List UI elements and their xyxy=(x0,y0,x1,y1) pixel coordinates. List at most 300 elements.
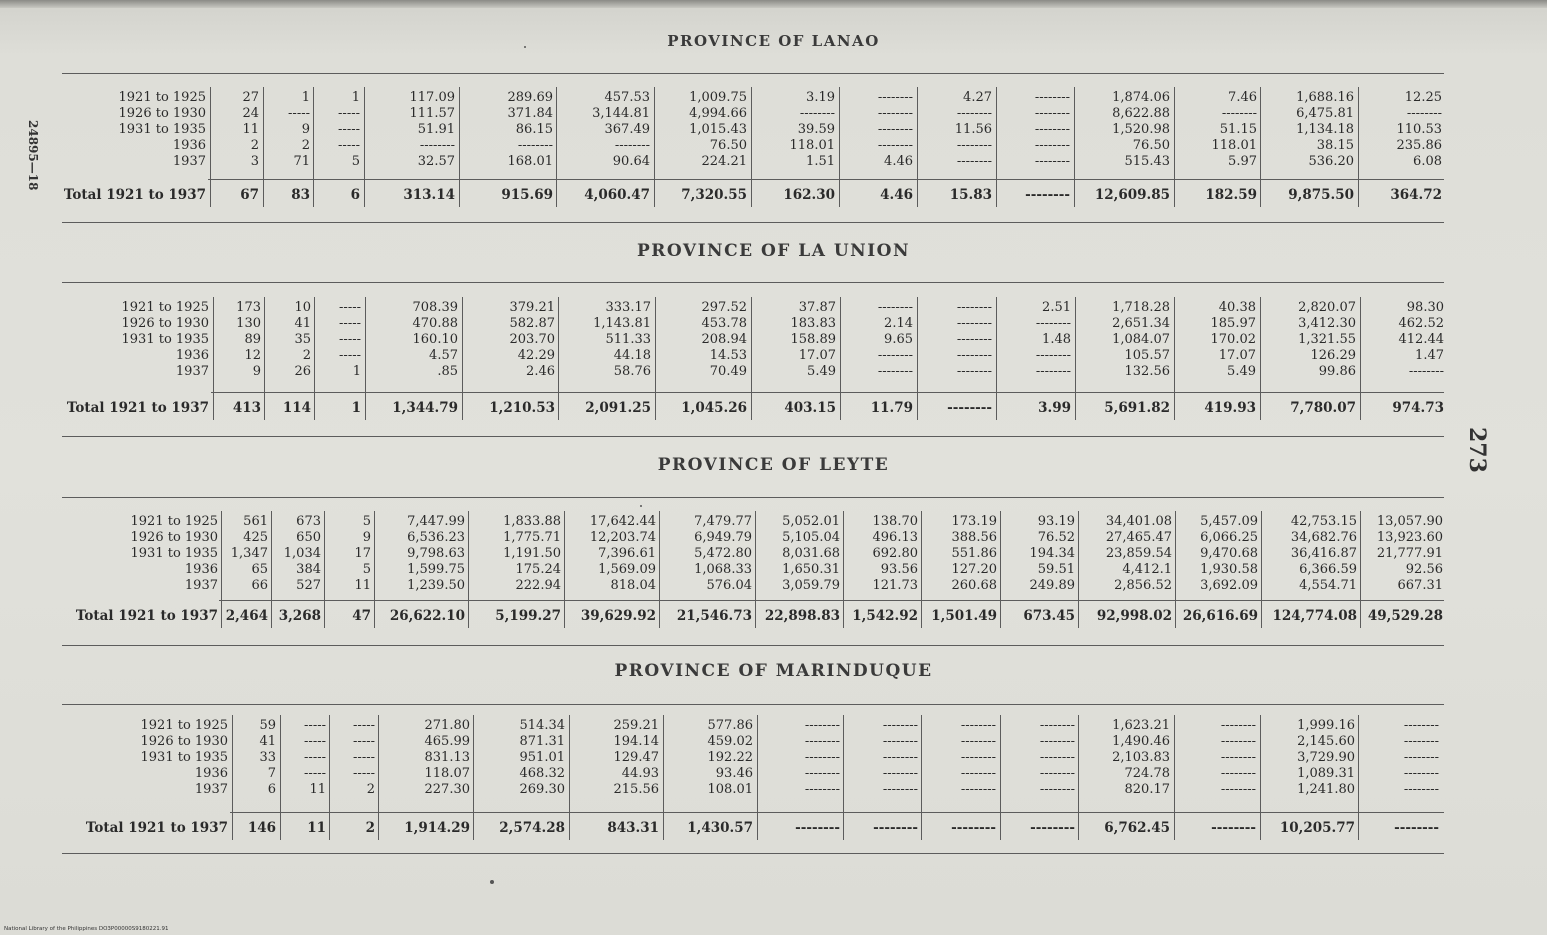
table-cell: 333.17 xyxy=(605,300,651,315)
table-cell: 27,465.47 xyxy=(1105,530,1172,545)
table-cell: -------- xyxy=(1025,187,1070,203)
table-cell: 2,464 xyxy=(225,608,268,624)
table-cell: 457.53 xyxy=(604,90,650,105)
table-cell: 1,914.29 xyxy=(404,820,470,836)
province-title: PROVINCE OF LA UNION xyxy=(636,241,911,261)
table-cell: 118.01 xyxy=(789,138,835,153)
table-cell: 1,542.92 xyxy=(852,608,918,624)
table-cell: 1,015.43 xyxy=(689,122,747,137)
table-cell: 1,089.31 xyxy=(1297,766,1355,781)
province-title: PROVINCE OF LANAO xyxy=(667,32,880,50)
table-cell: 6.08 xyxy=(1413,154,1442,169)
table-cell: 8,622.88 xyxy=(1112,106,1170,121)
table-cell: 951.01 xyxy=(519,750,565,765)
table-cell: 1 xyxy=(351,90,360,105)
table-cell: 2,145.60 xyxy=(1297,734,1355,749)
table-row xyxy=(0,734,1547,750)
table-cell: -------- xyxy=(877,364,913,379)
table-cell: 7.46 xyxy=(1228,90,1257,105)
table-cell: 6,762.45 xyxy=(1104,820,1170,836)
table-cell: 673.45 xyxy=(1023,608,1075,624)
table-cell: 496.13 xyxy=(872,530,918,545)
row-label: 1926 to 1930 xyxy=(130,530,218,545)
table-cell: 4.46 xyxy=(880,187,913,203)
table-cell: 6,066.25 xyxy=(1200,530,1258,545)
table-cell: -------- xyxy=(956,348,992,363)
table-cell: 158.89 xyxy=(790,332,836,347)
table-cell: 21,546.73 xyxy=(676,608,752,624)
table-cell: 222.94 xyxy=(515,578,561,593)
table-row xyxy=(0,332,1547,348)
table-cell: 1,650.31 xyxy=(782,562,840,577)
table-cell: 35 xyxy=(294,332,311,347)
table-cell: 9,798.63 xyxy=(407,546,465,561)
table-cell: 2 xyxy=(302,348,311,363)
table-cell: 384 xyxy=(296,562,321,577)
table-cell: 5,105.04 xyxy=(782,530,840,545)
table-cell: 3,144.81 xyxy=(592,106,650,121)
row-label: 1921 to 1925 xyxy=(118,90,206,105)
table-cell: 1,143.81 xyxy=(593,316,651,331)
table-cell: -------- xyxy=(960,766,996,781)
table-cell: 1,718.28 xyxy=(1112,300,1170,315)
table-cell: 59.51 xyxy=(1037,562,1075,577)
table-cell: 117.09 xyxy=(409,90,455,105)
table-top-rule xyxy=(62,282,1444,283)
table-cell: 160.10 xyxy=(412,332,458,347)
table-cell: ----- xyxy=(304,734,326,749)
table-cell: 118.07 xyxy=(424,766,470,781)
table-cell: -------- xyxy=(1211,820,1256,836)
table-cell: 36,416.87 xyxy=(1290,546,1357,561)
table-cell: 1,874.06 xyxy=(1112,90,1170,105)
row-label: 1926 to 1930 xyxy=(118,106,206,121)
table-cell: 44.93 xyxy=(621,766,659,781)
total-row xyxy=(0,400,1547,416)
row-label: 1926 to 1930 xyxy=(121,316,209,331)
table-cell: -------- xyxy=(1221,106,1257,121)
table-cell: 183.83 xyxy=(790,316,836,331)
scan-speck xyxy=(640,505,642,507)
table-cell: -------- xyxy=(1403,750,1439,765)
table-cell: -------- xyxy=(882,734,918,749)
table-cell: -------- xyxy=(960,782,996,797)
table-cell: 9.65 xyxy=(884,332,913,347)
table-cell: ----- xyxy=(339,332,361,347)
table-cell: 9 xyxy=(252,364,261,379)
table-cell: 86.15 xyxy=(515,122,553,137)
table-cell: 1,191.50 xyxy=(503,546,561,561)
table-cell: 130 xyxy=(236,316,261,331)
table-cell: -------- xyxy=(956,106,992,121)
table-cell: 4.57 xyxy=(429,348,458,363)
table-bottom-rule xyxy=(62,436,1444,437)
table-cell: 121.73 xyxy=(872,578,918,593)
table-cell: 1,045.26 xyxy=(681,400,747,416)
table-cell: 7,320.55 xyxy=(681,187,747,203)
table-cell: ----- xyxy=(338,106,360,121)
table-cell: 124,774.08 xyxy=(1272,608,1357,624)
table-cell: ----- xyxy=(304,750,326,765)
table-cell: 403.15 xyxy=(784,400,836,416)
table-cell: -------- xyxy=(1406,106,1442,121)
table-cell: -------- xyxy=(956,316,992,331)
table-cell: -------- xyxy=(1220,782,1256,797)
table-cell: 667.31 xyxy=(1397,578,1443,593)
table-cell: 185.97 xyxy=(1210,316,1256,331)
table-cell: 173.19 xyxy=(951,514,997,529)
table-cell: 34,682.76 xyxy=(1290,530,1357,545)
table-cell: 1,068.33 xyxy=(694,562,752,577)
table-cell: 1.47 xyxy=(1415,348,1444,363)
table-cell: -------- xyxy=(956,154,992,169)
table-cell: ----- xyxy=(339,300,361,315)
table-cell: 425 xyxy=(243,530,268,545)
table-cell: 10 xyxy=(294,300,311,315)
scan-speck xyxy=(524,46,526,48)
table-top-rule xyxy=(62,73,1444,74)
table-cell: 2.14 xyxy=(884,316,913,331)
row-label: 1926 to 1930 xyxy=(140,734,228,749)
margin-code: 24895—18 xyxy=(26,119,40,191)
table-cell: 1,599.75 xyxy=(407,562,465,577)
table-cell: 2 xyxy=(301,138,310,153)
province-title: PROVINCE OF LEYTE xyxy=(657,455,890,475)
table-cell: 7 xyxy=(267,766,276,781)
table-cell: 9,875.50 xyxy=(1288,187,1354,203)
table-cell: -------- xyxy=(960,750,996,765)
table-cell: 1,134.18 xyxy=(1296,122,1354,137)
table-cell: 58.76 xyxy=(613,364,651,379)
table-row xyxy=(0,530,1547,546)
table-cell: -------- xyxy=(1034,90,1070,105)
table-cell: 27 xyxy=(242,90,259,105)
table-cell: 227.30 xyxy=(424,782,470,797)
table-cell: 51.91 xyxy=(417,122,455,137)
table-cell: 4,412.1 xyxy=(1122,562,1172,577)
table-cell: 11.56 xyxy=(954,122,992,137)
table-row xyxy=(0,546,1547,562)
table-cell: 468.32 xyxy=(519,766,565,781)
table-cell: 203.70 xyxy=(509,332,555,347)
table-cell: 5,691.82 xyxy=(1104,400,1170,416)
table-cell: 39.59 xyxy=(797,122,835,137)
table-cell: 129.47 xyxy=(613,750,659,765)
table-cell: 76.50 xyxy=(709,138,747,153)
table-cell: 235.86 xyxy=(1396,138,1442,153)
table-cell: 379.21 xyxy=(509,300,555,315)
table-row xyxy=(0,514,1547,530)
table-cell: 37.87 xyxy=(798,300,836,315)
table-cell: 51.15 xyxy=(1219,122,1257,137)
table-row xyxy=(0,766,1547,782)
table-cell: 271.80 xyxy=(424,718,470,733)
table-cell: 527 xyxy=(296,578,321,593)
table-cell: -------- xyxy=(1039,734,1075,749)
table-cell: 1,084.07 xyxy=(1112,332,1170,347)
table-cell: 173 xyxy=(236,300,261,315)
table-cell: 26,616.69 xyxy=(1182,608,1258,624)
row-label: Total 1921 to 1937 xyxy=(66,400,209,416)
table-cell: 313.14 xyxy=(403,187,455,203)
table-cell: 12,203.74 xyxy=(589,530,656,545)
table-cell: 1 xyxy=(352,364,361,379)
table-cell: 194.34 xyxy=(1029,546,1075,561)
table-cell: 1,623.21 xyxy=(1112,718,1170,733)
table-cell: 3,729.90 xyxy=(1297,750,1355,765)
table-cell: 98.30 xyxy=(1406,300,1444,315)
table-cell: 4,554.71 xyxy=(1299,578,1357,593)
table-cell: 1,009.75 xyxy=(689,90,747,105)
table-cell: 70.49 xyxy=(709,364,747,379)
table-cell: 7,479.77 xyxy=(694,514,752,529)
table-cell: 2 xyxy=(250,138,259,153)
footer-note: National Library of the Philippines DO3P00000S9180221.91 xyxy=(4,926,169,932)
table-cell: 4,060.47 xyxy=(584,187,650,203)
table-cell: 1,347 xyxy=(230,546,268,561)
table-cell: 514.34 xyxy=(519,718,565,733)
table-cell: 2 xyxy=(366,782,375,797)
table-cell: 551.86 xyxy=(951,546,997,561)
table-cell: -------- xyxy=(799,106,835,121)
table-cell: 1,239.50 xyxy=(407,578,465,593)
table-top-rule xyxy=(62,704,1444,705)
table-cell: .85 xyxy=(437,364,458,379)
table-cell: 11 xyxy=(242,122,259,137)
table-cell: 17.07 xyxy=(798,348,836,363)
table-cell: 66 xyxy=(251,578,268,593)
table-cell: 41 xyxy=(294,316,311,331)
table-cell: 577.86 xyxy=(707,718,753,733)
table-cell: 673 xyxy=(296,514,321,529)
scan-edge-shadow xyxy=(0,0,1547,8)
table-cell: 1 xyxy=(301,90,310,105)
table-cell: 915.69 xyxy=(501,187,553,203)
table-cell: ----- xyxy=(304,766,326,781)
table-row xyxy=(0,750,1547,766)
table-cell: 76.50 xyxy=(1132,138,1170,153)
table-cell: -------- xyxy=(1403,734,1439,749)
table-cell: 15.83 xyxy=(949,187,992,203)
table-row xyxy=(0,562,1547,578)
table-cell: -------- xyxy=(1034,138,1070,153)
table-cell: 5,199.27 xyxy=(495,608,561,624)
table-cell: 2.46 xyxy=(526,364,555,379)
row-label: Total 1921 to 1937 xyxy=(63,187,206,203)
table-cell: 118.01 xyxy=(1211,138,1257,153)
table-cell: 1,775.71 xyxy=(503,530,561,545)
table-cell: -------- xyxy=(956,300,992,315)
row-label: 1931 to 1935 xyxy=(130,546,218,561)
table-cell: 33 xyxy=(259,750,276,765)
table-cell: 12 xyxy=(244,348,261,363)
table-cell: 820.17 xyxy=(1124,782,1170,797)
table-cell: 5.97 xyxy=(1228,154,1257,169)
table-cell: 5.49 xyxy=(1227,364,1256,379)
table-cell: 9 xyxy=(362,530,371,545)
table-cell: ----- xyxy=(353,734,375,749)
table-cell: 11 xyxy=(354,578,371,593)
table-cell: 371.84 xyxy=(507,106,553,121)
table-cell: 114 xyxy=(282,400,311,416)
table-cell: 2,651.34 xyxy=(1112,316,1170,331)
table-cell: 182.59 xyxy=(1205,187,1257,203)
table-cell: -------- xyxy=(804,782,840,797)
table-cell: 582.87 xyxy=(509,316,555,331)
table-cell: 2,574.28 xyxy=(499,820,565,836)
table-cell: ----- xyxy=(304,718,326,733)
table-cell: -------- xyxy=(804,766,840,781)
table-cell: 93.19 xyxy=(1037,514,1075,529)
table-cell: 111.57 xyxy=(409,106,455,121)
table-cell: 3.99 xyxy=(1038,400,1071,416)
table-cell: 17.07 xyxy=(1218,348,1256,363)
table-cell: -------- xyxy=(1034,122,1070,137)
table-cell: -------- xyxy=(882,750,918,765)
table-cell: 1,210.53 xyxy=(489,400,555,416)
table-cell: -------- xyxy=(614,138,650,153)
table-cell: 17 xyxy=(354,546,371,561)
table-cell: -------- xyxy=(947,400,992,416)
table-top-rule xyxy=(62,497,1444,498)
table-cell: 388.56 xyxy=(951,530,997,545)
table-cell: -------- xyxy=(1220,734,1256,749)
table-cell: 24 xyxy=(242,106,259,121)
scan-speck xyxy=(490,880,494,884)
table-cell: 105.57 xyxy=(1124,348,1170,363)
table-cell: 26 xyxy=(294,364,311,379)
table-row xyxy=(0,316,1547,332)
table-cell: 1,999.16 xyxy=(1297,718,1355,733)
table-cell: -------- xyxy=(1403,782,1439,797)
table-cell: 10,205.77 xyxy=(1279,820,1355,836)
table-cell: 168.01 xyxy=(507,154,553,169)
table-cell: 194.14 xyxy=(613,734,659,749)
table-cell: 2,856.52 xyxy=(1114,578,1172,593)
row-label: 1921 to 1925 xyxy=(140,718,228,733)
row-label: 1937 xyxy=(172,154,206,169)
table-cell: 974.73 xyxy=(1392,400,1444,416)
table-cell: 1,520.98 xyxy=(1112,122,1170,137)
table-cell: -------- xyxy=(1035,364,1071,379)
table-cell: 818.04 xyxy=(610,578,656,593)
table-cell: 260.68 xyxy=(951,578,997,593)
table-cell: 515.43 xyxy=(1124,154,1170,169)
table-cell: 1,034 xyxy=(283,546,321,561)
table-row xyxy=(0,718,1547,734)
table-cell: 6,949.79 xyxy=(694,530,752,545)
table-cell: 1,321.55 xyxy=(1298,332,1356,347)
table-cell: 1,833.88 xyxy=(503,514,561,529)
table-cell: -------- xyxy=(882,782,918,797)
table-cell: -------- xyxy=(804,718,840,733)
table-cell: 146 xyxy=(247,820,276,836)
table-cell: 1,930.58 xyxy=(1200,562,1258,577)
table-cell: 65 xyxy=(251,562,268,577)
table-cell: -------- xyxy=(1034,154,1070,169)
table-cell: -------- xyxy=(1030,820,1075,836)
total-separator-rule xyxy=(230,812,1444,813)
table-cell: 2,103.83 xyxy=(1112,750,1170,765)
table-cell: 38.15 xyxy=(1316,138,1354,153)
table-cell: ----- xyxy=(353,750,375,765)
table-cell: -------- xyxy=(1220,766,1256,781)
table-cell: 47 xyxy=(352,608,371,624)
table-cell: 11 xyxy=(309,782,326,797)
table-row xyxy=(0,364,1547,380)
table-cell: 3.19 xyxy=(806,90,835,105)
table-cell: -------- xyxy=(419,138,455,153)
table-cell: 59 xyxy=(259,718,276,733)
table-cell: -------- xyxy=(1039,750,1075,765)
table-cell: 724.78 xyxy=(1124,766,1170,781)
table-cell: -------- xyxy=(882,766,918,781)
table-cell: -------- xyxy=(877,138,913,153)
table-cell: -------- xyxy=(1220,750,1256,765)
table-cell: 41 xyxy=(259,734,276,749)
table-cell: 561 xyxy=(243,514,268,529)
total-row xyxy=(0,608,1547,624)
table-cell: 42.29 xyxy=(517,348,555,363)
table-cell: 5 xyxy=(362,514,371,529)
table-cell: 170.02 xyxy=(1210,332,1256,347)
table-cell: 1.48 xyxy=(1042,332,1071,347)
table-cell: 1 xyxy=(351,400,361,416)
table-cell: ----- xyxy=(353,718,375,733)
table-cell: 4.27 xyxy=(963,90,992,105)
table-cell: -------- xyxy=(877,106,913,121)
table-cell: -------- xyxy=(960,734,996,749)
table-cell: 470.88 xyxy=(412,316,458,331)
table-cell: 12.25 xyxy=(1404,90,1442,105)
row-label: Total 1921 to 1937 xyxy=(85,820,228,836)
row-label: 1921 to 1925 xyxy=(121,300,209,315)
table-cell: -------- xyxy=(1035,348,1071,363)
table-cell: 9 xyxy=(301,122,310,137)
table-cell: 71 xyxy=(293,154,310,169)
table-cell: 7,396.61 xyxy=(598,546,656,561)
table-cell: -------- xyxy=(956,138,992,153)
table-cell: 5 xyxy=(362,562,371,577)
table-cell: 5,052.01 xyxy=(782,514,840,529)
table-row xyxy=(0,138,1547,154)
table-cell: 6,366.59 xyxy=(1299,562,1357,577)
table-cell: 93.56 xyxy=(880,562,918,577)
table-cell: 17,642.44 xyxy=(589,514,656,529)
table-cell: 13,057.90 xyxy=(1376,514,1443,529)
table-cell: 3 xyxy=(250,154,259,169)
table-cell: -------- xyxy=(1039,718,1075,733)
table-cell: 93.46 xyxy=(715,766,753,781)
table-cell: 413 xyxy=(232,400,261,416)
table-cell: 76.52 xyxy=(1037,530,1075,545)
table-cell: -------- xyxy=(1403,766,1439,781)
table-cell: 3,412.30 xyxy=(1298,316,1356,331)
table-cell: 692.80 xyxy=(872,546,918,561)
table-cell: 1,490.46 xyxy=(1112,734,1170,749)
table-cell: 536.20 xyxy=(1308,154,1354,169)
table-cell: -------- xyxy=(1220,718,1256,733)
table-cell: -------- xyxy=(877,300,913,315)
table-cell: 3,692.09 xyxy=(1200,578,1258,593)
table-cell: 1,344.79 xyxy=(392,400,458,416)
table-cell: -------- xyxy=(517,138,553,153)
table-cell: 3,059.79 xyxy=(782,578,840,593)
table-cell: 127.20 xyxy=(951,562,997,577)
table-row xyxy=(0,90,1547,106)
row-label: Total 1921 to 1937 xyxy=(75,608,218,624)
table-row xyxy=(0,348,1547,364)
